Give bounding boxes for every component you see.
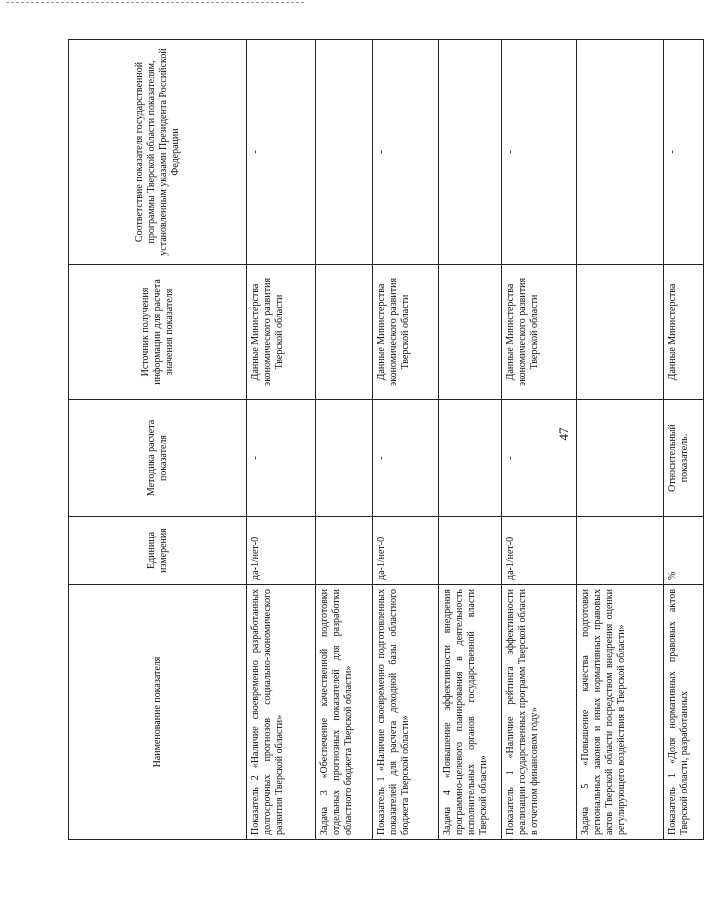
row-compliance xyxy=(577,40,664,265)
row-unit: % xyxy=(664,517,704,585)
row-method: - xyxy=(247,400,316,517)
row-compliance xyxy=(439,40,502,265)
page-number: 47 xyxy=(556,427,571,441)
row-unit xyxy=(439,517,502,585)
row-source: Данные Министерства xyxy=(664,265,704,400)
rotated-page-content xyxy=(68,40,690,840)
row-method xyxy=(577,400,664,517)
row-indicator-name: Показатель 1 «Наличие своевременно подготовленных показателей для расчета доходной базы областного бюджета Тверской области» xyxy=(373,585,439,840)
row-source: Данные Министерства экономического развития Тверской области xyxy=(373,265,439,400)
row-source: Данные Министерства экономического развития Тверской области xyxy=(247,265,316,400)
header-indicator-name: Наименование показателя xyxy=(69,585,247,840)
header-unit: Единица измерения xyxy=(69,517,247,585)
header-information-source: Источник получения информации для расчета значения показателя xyxy=(69,265,247,400)
table-row xyxy=(577,40,664,840)
table-header-row xyxy=(69,40,247,840)
row-indicator-name: Показатель 2 «Наличие своевременно разработанных долгосрочных прогнозов социально-экономического развития Тверской области» xyxy=(247,585,316,840)
table-row xyxy=(316,40,373,840)
table-row xyxy=(439,40,502,840)
row-unit: да-1/нет-0 xyxy=(247,517,316,585)
row-source xyxy=(316,265,373,400)
row-compliance: - xyxy=(502,40,577,265)
header-presidential-compliance: Соответствие показателя государственной программы Тверской области показателям, установленным указами Президента Российской Федерации xyxy=(69,40,247,265)
table-row xyxy=(247,40,316,840)
row-task-name: Задача 4 «Повышение эффективности внедрения программно-целевого планирования в деятельность исполнительных органов государственной власти Тверской области» xyxy=(439,585,502,840)
row-unit: да-1/нет-0 xyxy=(502,517,577,585)
row-method: - xyxy=(502,400,577,517)
row-method: - xyxy=(373,400,439,517)
table-row xyxy=(664,40,704,840)
scan-edge-rule xyxy=(6,2,304,4)
table-row xyxy=(373,40,439,840)
row-compliance: - xyxy=(664,40,704,265)
row-indicator-name: Показатель 1 «Доля нормативных правовых актов Тверской области, разработанных xyxy=(664,585,704,840)
row-unit xyxy=(577,517,664,585)
row-source xyxy=(577,265,664,400)
row-compliance: - xyxy=(373,40,439,265)
row-compliance: - xyxy=(247,40,316,265)
row-method: Относительный показатель. xyxy=(664,400,704,517)
header-calculation-method: Методика расчета показателя xyxy=(69,400,247,517)
row-unit xyxy=(316,517,373,585)
row-unit: да-1/нет-0 xyxy=(373,517,439,585)
indicators-table xyxy=(68,39,704,840)
row-task-name: Задача 3 «Обеспечение качественной подготовки отдельных прогнозных показателей для разработки областного бюджета Тверской области» xyxy=(316,585,373,840)
row-source: Данные Министерства экономического развития Тверской области xyxy=(502,265,577,400)
row-task-name: Задача 5 «Повышение качества подготовки региональных законов и иных нормативных правовых актов Тверской области посредством внедрения оценки регулирующего воздействия в Тверской области» xyxy=(577,585,664,840)
row-indicator-name: Показатель 1 «Наличие рейтинга эффективности реализации государственных программ Тверской области в отчетном финансовом году» xyxy=(502,585,577,840)
row-method xyxy=(439,400,502,517)
row-method xyxy=(316,400,373,517)
row-compliance xyxy=(316,40,373,265)
row-source xyxy=(439,265,502,400)
